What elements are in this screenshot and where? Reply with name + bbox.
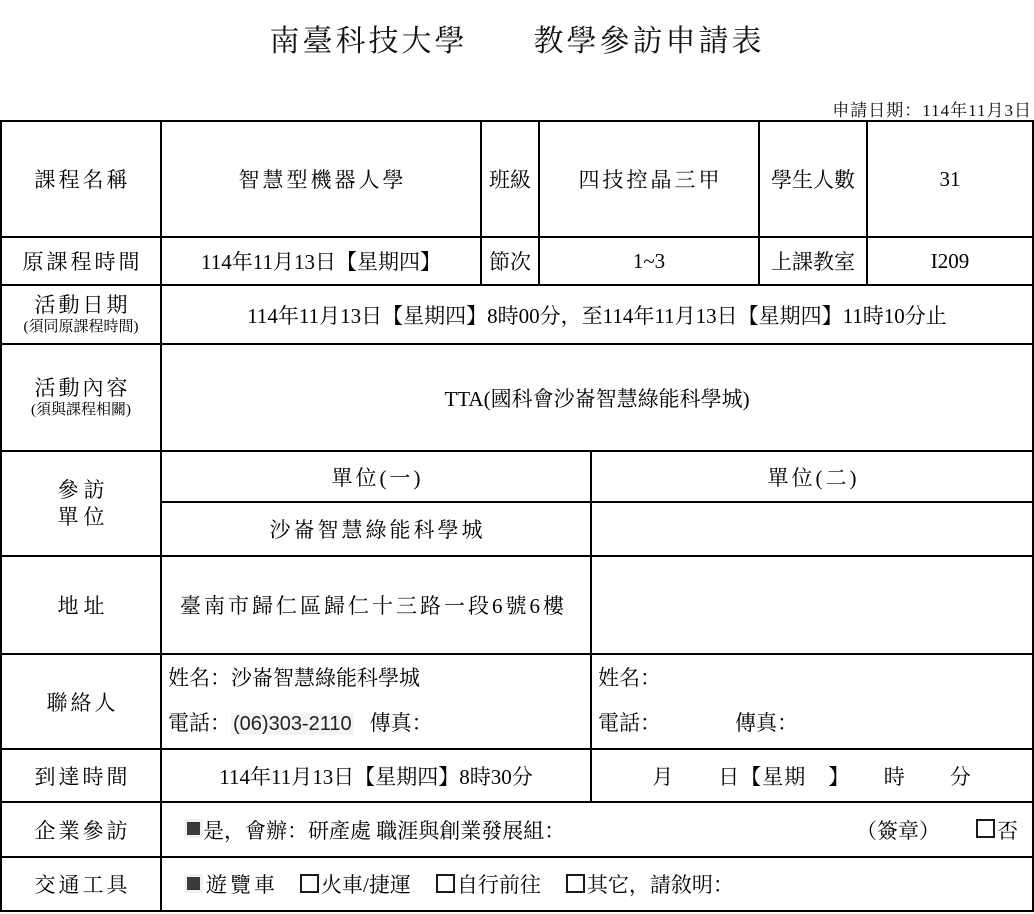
label-corporate-visit: 企業參訪 xyxy=(2,803,162,856)
checkbox-checked-icon[interactable] xyxy=(187,877,200,890)
visit-units-name-row xyxy=(162,503,1032,555)
seal-placeholder: （簽章） xyxy=(856,818,940,843)
row-address xyxy=(2,557,1032,655)
transport-option-train: 火車/捷運 xyxy=(300,869,411,899)
unit1-name: 沙崙智慧綠能科學城 xyxy=(162,503,592,555)
label-activity-content: 活動內容 (須與課程相關) xyxy=(2,345,162,450)
classroom-value: I209 xyxy=(930,248,970,273)
checkbox-unchecked-icon[interactable] xyxy=(300,874,319,893)
transport-option-bus: 遊覽車 xyxy=(187,869,275,899)
unit1-contact-name: 沙崙智慧綠能科學城 xyxy=(231,666,420,690)
row-visit-units xyxy=(2,452,1032,557)
visit-units-grid xyxy=(162,452,1032,555)
unit2-arrival-time: 月 日【星期 】 時 分 xyxy=(652,764,972,789)
checkbox-checked-icon[interactable] xyxy=(187,822,200,835)
row-arrival-time xyxy=(2,750,1032,803)
unit2-contact-phone-line: 電話： 傳真： xyxy=(598,711,798,735)
course-name-value: 智慧型機器人學 xyxy=(162,122,482,236)
unit1-address: 臺南市歸仁區歸仁十三路一段6號6樓 xyxy=(162,557,592,653)
activity-date-value: 114年11月13日【星期四】8時00分，至114年11月13日【星期四】11時10分止 xyxy=(247,303,947,328)
row-transport xyxy=(2,858,1032,910)
unit2-address xyxy=(592,557,1032,653)
transport-option-other: 其它，請敘明： xyxy=(566,869,734,899)
form-title: 南臺科技大學 教學參訪申請表 xyxy=(269,25,765,58)
unit1-header: 單位(一) xyxy=(162,452,592,501)
unit2-header: 單位(二) xyxy=(767,465,860,490)
label-activity-date: 活動日期 (須同原課程時間) xyxy=(2,286,162,343)
row-course xyxy=(2,122,1032,238)
row-contact xyxy=(2,655,1032,750)
original-course-time-value: 114年11月13日【星期四】 xyxy=(162,238,482,284)
label-original-course-time: 原課程時間 xyxy=(2,238,162,284)
label-class: 班級 xyxy=(482,122,540,236)
transport-option-self: 自行前往 xyxy=(436,869,541,899)
checkbox-unchecked-icon[interactable] xyxy=(566,874,585,893)
student-count-value: 31 xyxy=(939,166,961,191)
activity-content-value: TTA(國科會沙崙智慧綠能科學城) xyxy=(444,386,750,411)
corporate-visit-no-option: 否 xyxy=(976,815,1018,845)
label-arrival-time: 到達時間 xyxy=(2,750,162,801)
corporate-visit-content xyxy=(162,803,1032,856)
label-period: 節次 xyxy=(482,238,540,284)
transport-content xyxy=(162,858,1032,910)
row-schedule xyxy=(2,238,1032,286)
label-address: 地址 xyxy=(2,557,162,653)
checkbox-unchecked-icon[interactable] xyxy=(976,819,995,838)
apply-date: 申請日期：114年11月3日 xyxy=(832,101,1032,120)
unit2-contact xyxy=(592,655,1032,748)
checkbox-unchecked-icon[interactable] xyxy=(436,874,455,893)
label-course-name: 課程名稱 xyxy=(2,122,162,236)
unit2-contact-name-line: 姓名： xyxy=(598,666,661,690)
row-activity-date xyxy=(2,286,1032,345)
corporate-visit-yes-option: 是，會辦：研產處 職涯與創業發展組： xyxy=(187,815,565,845)
label-transport: 交通工具 xyxy=(2,858,162,910)
row-activity-content xyxy=(2,345,1032,452)
unit1-contact-phone: (06)303-2110 xyxy=(233,713,352,735)
application-table xyxy=(0,120,1034,912)
class-value: 四技控晶三甲 xyxy=(540,122,760,236)
period-value: 1~3 xyxy=(540,238,760,284)
label-contact: 聯絡人 xyxy=(2,655,162,748)
unit2-name xyxy=(592,503,1032,555)
unit1-contact xyxy=(162,655,592,748)
label-classroom: 上課教室 xyxy=(760,238,868,284)
label-student-count: 學生人數 xyxy=(760,122,868,236)
row-corporate-visit xyxy=(2,803,1032,858)
unit1-contact-phone-line: 電話： (06)303-2110 傳真： xyxy=(168,711,433,735)
unit1-contact-name-line: 姓名：沙崙智慧綠能科學城 xyxy=(168,666,420,690)
label-visit-units: 參訪 單位 xyxy=(2,452,162,555)
unit1-arrival-time: 114年11月13日【星期四】8時30分 xyxy=(162,750,592,801)
visit-units-header-row xyxy=(162,452,1032,503)
